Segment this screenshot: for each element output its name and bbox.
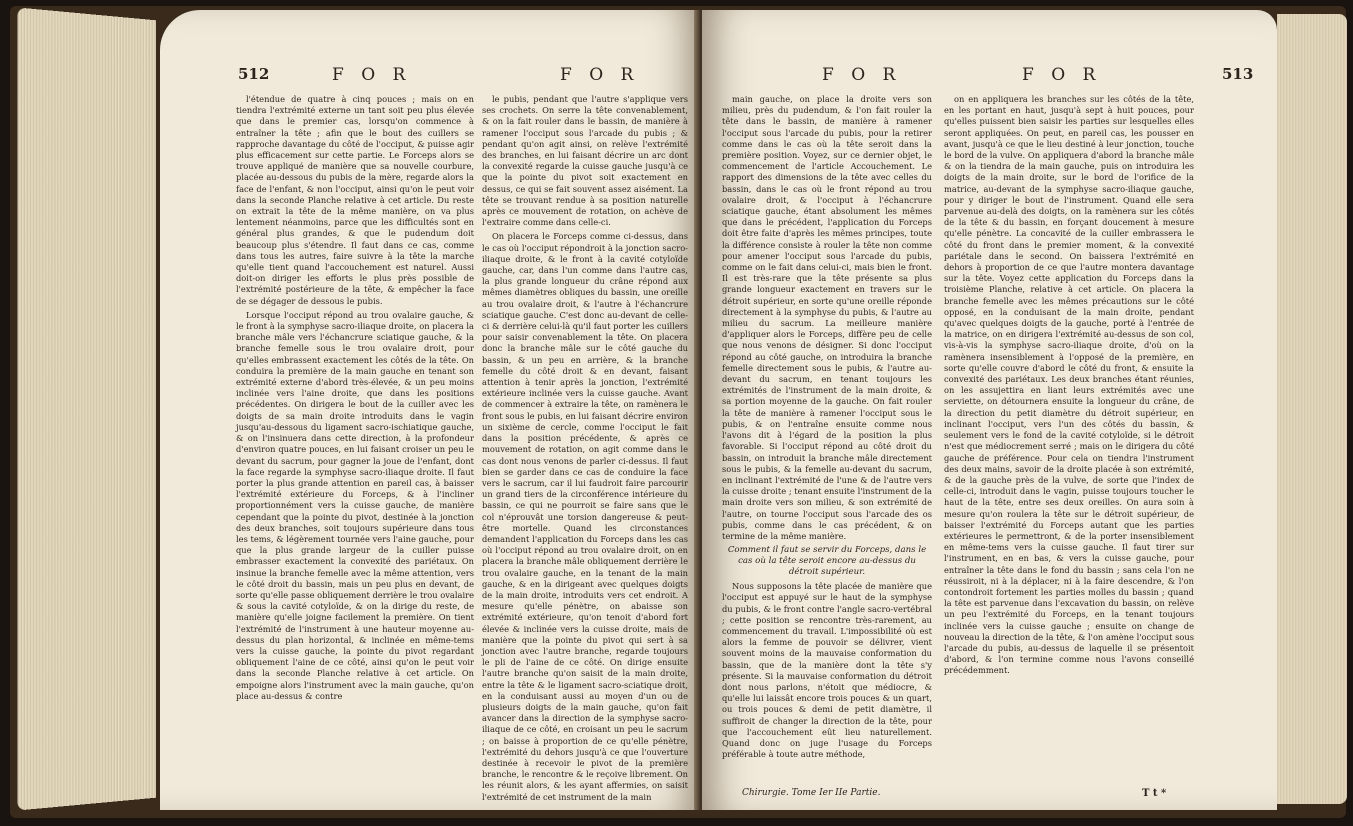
paragraph: main gauche, on place la droite vers son milieu, près du pudendum, & l'on fait rouler la tête dans le bassin, de manière à ramener l'occiput sous l'arcade du pubis, pour la retirer comme dans le cas où la tête seroit dans la première position. Voyez, sur ce dernier objet, le commencement de l'article Accouchement. Le rapport des dimensions de la tête avec celles du bassin, dans le cas où le front répond au trou ovalaire droit, & l'occiput à l'échancrure sciatique gauche, étant absolument les mêmes que dans le précédent, l'application du Forceps doit être faite d'après les mêmes principes, toute la différence consiste à rouler la tête non comme pour amener l'occiput sous l'arcade du pubis, comme on le fait dans celui-ci, mais bien le front. Il est très-rare que la tête présente sa plus grande longueur exactement en travers sur le détroit supérieur, en sorte qu'une oreille réponde directement à la symphyse du pubis, & l'autre au milieu du sacrum. La meilleure manière d'appliquer alors le Forceps, diffère peu de celle que nous venons de désigner. Si donc l'occiput répond au côté gauche, on introduira la branche femelle directement sous le pubis, & l'autre au-devant du sacrum, en tenant toujours les extrémités de l'instrument de la main droite, & sa portion moyenne de la gauche. On fait rouler la tête de manière à ramener l'occiput sous le pubis, & on l'entraîne ensuite comme nous l'avons dit à l'égard de la position la plus favorable. Si l'occiput répond au côté droit du bassin, on introduit la branche mâle directement sous le pubis, & la femelle au-devant du sacrum, en inclinant l'extrémité de l'une & de l'autre vers la cuisse droite ; tenant ensuite l'instrument de la main droite vers son milieu, & son extrémité de l'autre, on tourne l'occiput sous l'arcade des os pubis, comme dans le cas précédent, & on termine de la même manière. xyxy=(722,94,932,541)
right-page xyxy=(702,10,1277,810)
right-column-1 xyxy=(722,94,932,784)
page-edges-right xyxy=(1277,14,1347,804)
paragraph: On placera le Forceps comme ci-dessus, dans le cas où l'occiput répondroit à la jonction sacro-iliaque droite, & le front à la cavité cotyloïde gauche, car, dans l'un comme dans l'autre cas, la plus grande longueur du crâne répond aux mêmes diamètres obliques du bassin, une oreille au trou ovalaire droit, & l'autre à l'échancrure sciatique gauche. C'est donc au-devant de celle-ci & derrière celui-là qu'il faut porter les cuillers pour saisir convenablement la tête. On placera donc la branche mâle sur le côté gauche du bassin, & un peu en arrière, & la branche femelle du côté droit & en devant, faisant attention à tenir après la jonction, l'extrémité extérieure inclinée vers la cuisse gauche. Avant de commencer à extraire la tête, on ramènera le front sous le pubis, en lui faisant décrire environ un sixième de cercle, comme l'occiput le fait dans la position précédente, & après ce mouvement de rotation, on agit comme dans le cas dont nous venons de parler ci-dessus. Il faut bien se garder dans ce cas de conduire la face vers le sacrum, car il lui faudroit faire parcourir un grand tiers de la circonférence intérieure du bassin, ce qui ne pourroit se faire sans que le col n'éprouvât une torsion dangereuse & peut-être mortelle. Quand les circonstances demandent l'application du Forceps dans les cas où l'occiput répond au trou ovalaire droit, on en placera la branche mâle obliquement derrière le trou ovalaire gauche, en la tenant de la main gauche, & en la dirigeant avec quelques doigts de la main droite, introduits vers cet endroit. A mesure qu'elle pénètre, on abaisse son extrémité extérieure, qu'on tenoit d'abord fort élevée & inclinée vers la cuisse droite, mais de manière que la pointe du pivot qui sert à sa jonction avec l'autre branche, regarde toujours le pli de l'aine de ce côté. On dirige ensuite l'autre branche qu'on saisit de la main droite, entre la tête & le ligament sacro-sciatique droit, en la conduisant aussi au moyen d'un ou de plusieurs doigts de la main gauche, qu'on fait avancer dans la direction de la symphyse sacro-iliaque de ce côté, en croisant un peu le sacrum ; on baisse à proportion de ce qu'elle pénètre, l'extrémité du dehors jusqu'à ce que l'ouverture destinée à recevoir le pivot de la première branche, le rencontre & le reçoive librement. On les réunit alors, & les ayant affermies, on saisit l'extrémité de cet instrument de la main xyxy=(482,231,688,802)
left-running-head-1: F O R xyxy=(332,65,412,85)
right-page-header xyxy=(702,65,1277,89)
right-running-head-2: F O R xyxy=(1022,65,1102,85)
paragraph: l'étendue de quatre à cinq pouces ; mais on en tiendra l'extrémité externe un tant soit peu plus élevée que dans le premier cas, lorsqu'on commence à entraîner la tête ; afin que le bout des cuillers se rapproche davantage du côté de l'occiput, & puisse agir plus efficacement sur cette partie. Le Forceps alors se trouve appliqué de manière que sa nouvelle courbure, placée au-dessous du pubis de la mère, regarde alors la face de l'enfant, & non l'occiput, ainsi qu'on le peut voir dans la seconde Planche relative à cet article. Du reste on extrait la tête de la même manière, on va plus lentement néanmoins, parce que les difficultés sont en général plus grandes, & que le pudendum doit beaucoup plus s'étendre. Il faut dans ce cas, comme dans tous les autres, faire suivre à la tête la marche qu'elle tient quand l'accouchement est naturel. Aussi doit-on diriger les efforts le plus près possible de l'extrémité postérieure de la tête, & empêcher la face de se dégager de dessous le pubis. xyxy=(236,94,474,306)
paragraph: Lorsque l'occiput répond au trou ovalaire gauche, & le front à la symphyse sacro-iliaque droite, on placera la branche mâle vers l'échancrure sciatique gauche, & la branche femelle sous le trou ovalaire droit, pour qu'elles embrassent exactement les côtés de la tête. On conduira la première de la main gauche en tenant son extrémité externe d'abord très-élevée, & un peu moins inclinée vers l'aine droite, que dans les positions précédentes. On dirigera le bout de la cuiller avec les doigts de sa main droite introduits dans le vagin jusqu'au-dessous du ligament sacro-ischiatique gauche, & on l'insinuera dans cette direction, à la profondeur d'environ quatre pouces, en lui faisant croiser un peu le devant du sacrum, pour gagner la joue de l'enfant, dont la face regarde la symphyse sacro-iliaque droite. Il faut porter la plus grande attention en pareil cas, à baisser l'extrémité extérieure du Forceps, & à l'incliner proportionnément vers la cuisse gauche, de manière cependant que la pointe du pivot, destinée à la jonction des deux branches, soit toujours supérieure dans tous les tems, & légèrement tournée vers l'aine gauche, pour que la plus grande largeur de la cuiller puisse embrasser exactement la convexité des pariétaux. On insinue la branche femelle avec la même attention, vers le côté droit du bassin, mais un peu plus en devant, de sorte qu'elle passe obliquement derrière le trou ovalaire & sous la cavité cotyloïde, & on la dirige du reste, de manière qu'elle joigne facilement la première. On tient l'extrémité de l'instrument à une hauteur moyenne au-dessus du plan horizontal, & inclinée en même-tems vers la cuisse gauche, la pointe du pivot regardant obliquement l'aine de ce côté, ainsi qu'on le peut voir dans la seconde Planche relative à cet article. On empoigne alors l'instrument avec la main gauche, qu'on place au-dessus & contre xyxy=(236,309,474,701)
right-column-2 xyxy=(944,94,1194,784)
left-column-1 xyxy=(236,94,474,784)
paragraph: on en appliquera les branches sur les côtés de la tête, en les portant en haut, jusqu'à sept à huit pouces, pour qu'elles puissent bien saisir les parties sur lesquelles elles seront appliquées. On peut, en pareil cas, les pousser en avant, jusqu'à ce que le lieu destiné à leur jonction, touche le bord de la vulve. On appliquera d'abord la branche mâle & on la tiendra de la main gauche, puis on introduira les doigts de la main droite, sur le bord de l'orifice de la matrice, au-devant de la symphyse sacro-iliaque gauche, pour y diriger le bout de l'instrument. Quand elle sera parvenue au-delà des doigts, on la ramènera sur les côtés de la tête & du bassin, en forçant doucement à mesure qu'elle pénètre. La concavité de la cuiller embrassera le côté du front dans le premier moment, & la convexité pariétale dans le second. On baissera l'extrémité en dehors à proportion de ce que l'autre montera davantage sur la tête. Voyez cette application du Forceps dans la troisième Planche, relative à cet article. On placera la branche femelle avec les mêmes précautions sur le côté opposé, en la conduisant de la main droite, pendant qu'avec quelques doigts de la gauche, porté à l'entrée de la matrice, on en dirigera l'extrémité au-dessus de son col, vis-à-vis la symphyse sacro-iliaque droite, d'où on la ramènera insensiblement à l'opposé de la première, en sorte qu'elle couvre d'abord le côté du front, & ensuite la convexité des pariétaux. Les deux branches étant réunies, on les assujettira en liant leurs extrémités avec une serviette, on détournera ensuite la longueur du crâne, de la direction du petit diamètre du détroit supérieur, en inclinant l'occiput, vers l'un des côtés du bassin, & seulement vers le fond de la cavité cotyloïde, si le détroit n'est que médiocrement serré ; mais on le dirigera du côté gauche de préférence. Pour cela on tiendra l'instrument des deux mains, savoir de la droite placée à son extrémité, & de la gauche près de la vulve, de sorte que l'index de celle-ci, introduit dans le vagin, puisse toujours toucher le haut de la tête, entre ses deux oreilles. On aura soin à mesure qu'on roulera la tête sur le détroit supérieur, de baisser l'extrémité du Forceps autant que les parties extérieures le permettront, & de la porter insensiblement en même-tems vers la cuisse gauche. Il faut tirer sur l'instrument, en en bas, & vers la cuisse gauche, pour entraîner la tête dans le fond du bassin ; sans cela l'on ne réussiroit, ni à la déplacer, ni à la faire descendre, & l'on contondroit fortement les parties molles du bassin ; quand la tête est parvenue dans l'excavation du bassin, on relève un peu l'extrémité du Forceps, en la tenant toujours inclinée vers la cuisse gauche ; ensuite on change de nouveau la direction de la tête, & l'on amène l'occiput sous l'arcade du pubis, au-dessus de laquelle il se présentoit d'abord, & l'on termine comme nous l'avons conseillé précédemment. xyxy=(944,94,1194,676)
left-running-head-2: F O R xyxy=(560,65,640,85)
section-heading: Comment il faut se servir du Forceps, dans le cas où la tête seroit encore au-dessus du détroit supérieur. xyxy=(727,545,927,578)
left-column-2 xyxy=(482,94,688,802)
page-edges-left xyxy=(18,7,157,810)
right-page-number: 513 xyxy=(1222,65,1254,83)
paragraph: le pubis, pendant que l'autre s'applique vers ses crochets. On serre la tête convenablement, & on la fait rouler dans le bassin, de manière à ramener l'occiput sous l'arcade du pubis ; & pendant qu'on agit ainsi, on relève l'extrémité des branches, en lui faisant décrire un arc dont la convexité regarde la cuisse gauche jusqu'à ce que la pointe du pivot soit exactement en dessus, ce qui se fait souvent assez aisément. La tête se trouvant rendue à sa position naturelle après ce mouvement de rotation, on achève de l'extraire comme dans celle-ci. xyxy=(482,94,688,228)
paragraph: Nous supposons la tête placée de manière que l'occiput est appuyé sur le haut de la symphyse du pubis, & le front contre l'angle sacro-vertébral ; cette position se rencontre très-rarement, au commencement du travail. L'impossibilité où est alors la femme de pouvoir se délivrer, vient souvent moins de la mauvaise conformation du bassin, que de la manière dont la tête s'y présente. Si la mauvaise conformation du détroit dont nous parlons, n'étoit que médiocre, & qu'elle lui laissât encore trois pouces & un quart, ou trois pouces & demi de petit diamètre, il suffiroit de changer la direction de la tête, pour que l'accouchement eût lieu naturellement. Quand donc on juge l'usage du Forceps préférable à toute autre méthode, xyxy=(722,581,932,760)
page-footer: Chirurgie. Tome Ier IIe Partie. xyxy=(742,788,881,798)
signature-mark: T t * xyxy=(1142,788,1167,799)
left-page-header xyxy=(160,65,700,89)
right-running-head-1: F O R xyxy=(822,65,902,85)
left-page-number: 512 xyxy=(238,65,270,83)
left-page xyxy=(160,10,700,810)
